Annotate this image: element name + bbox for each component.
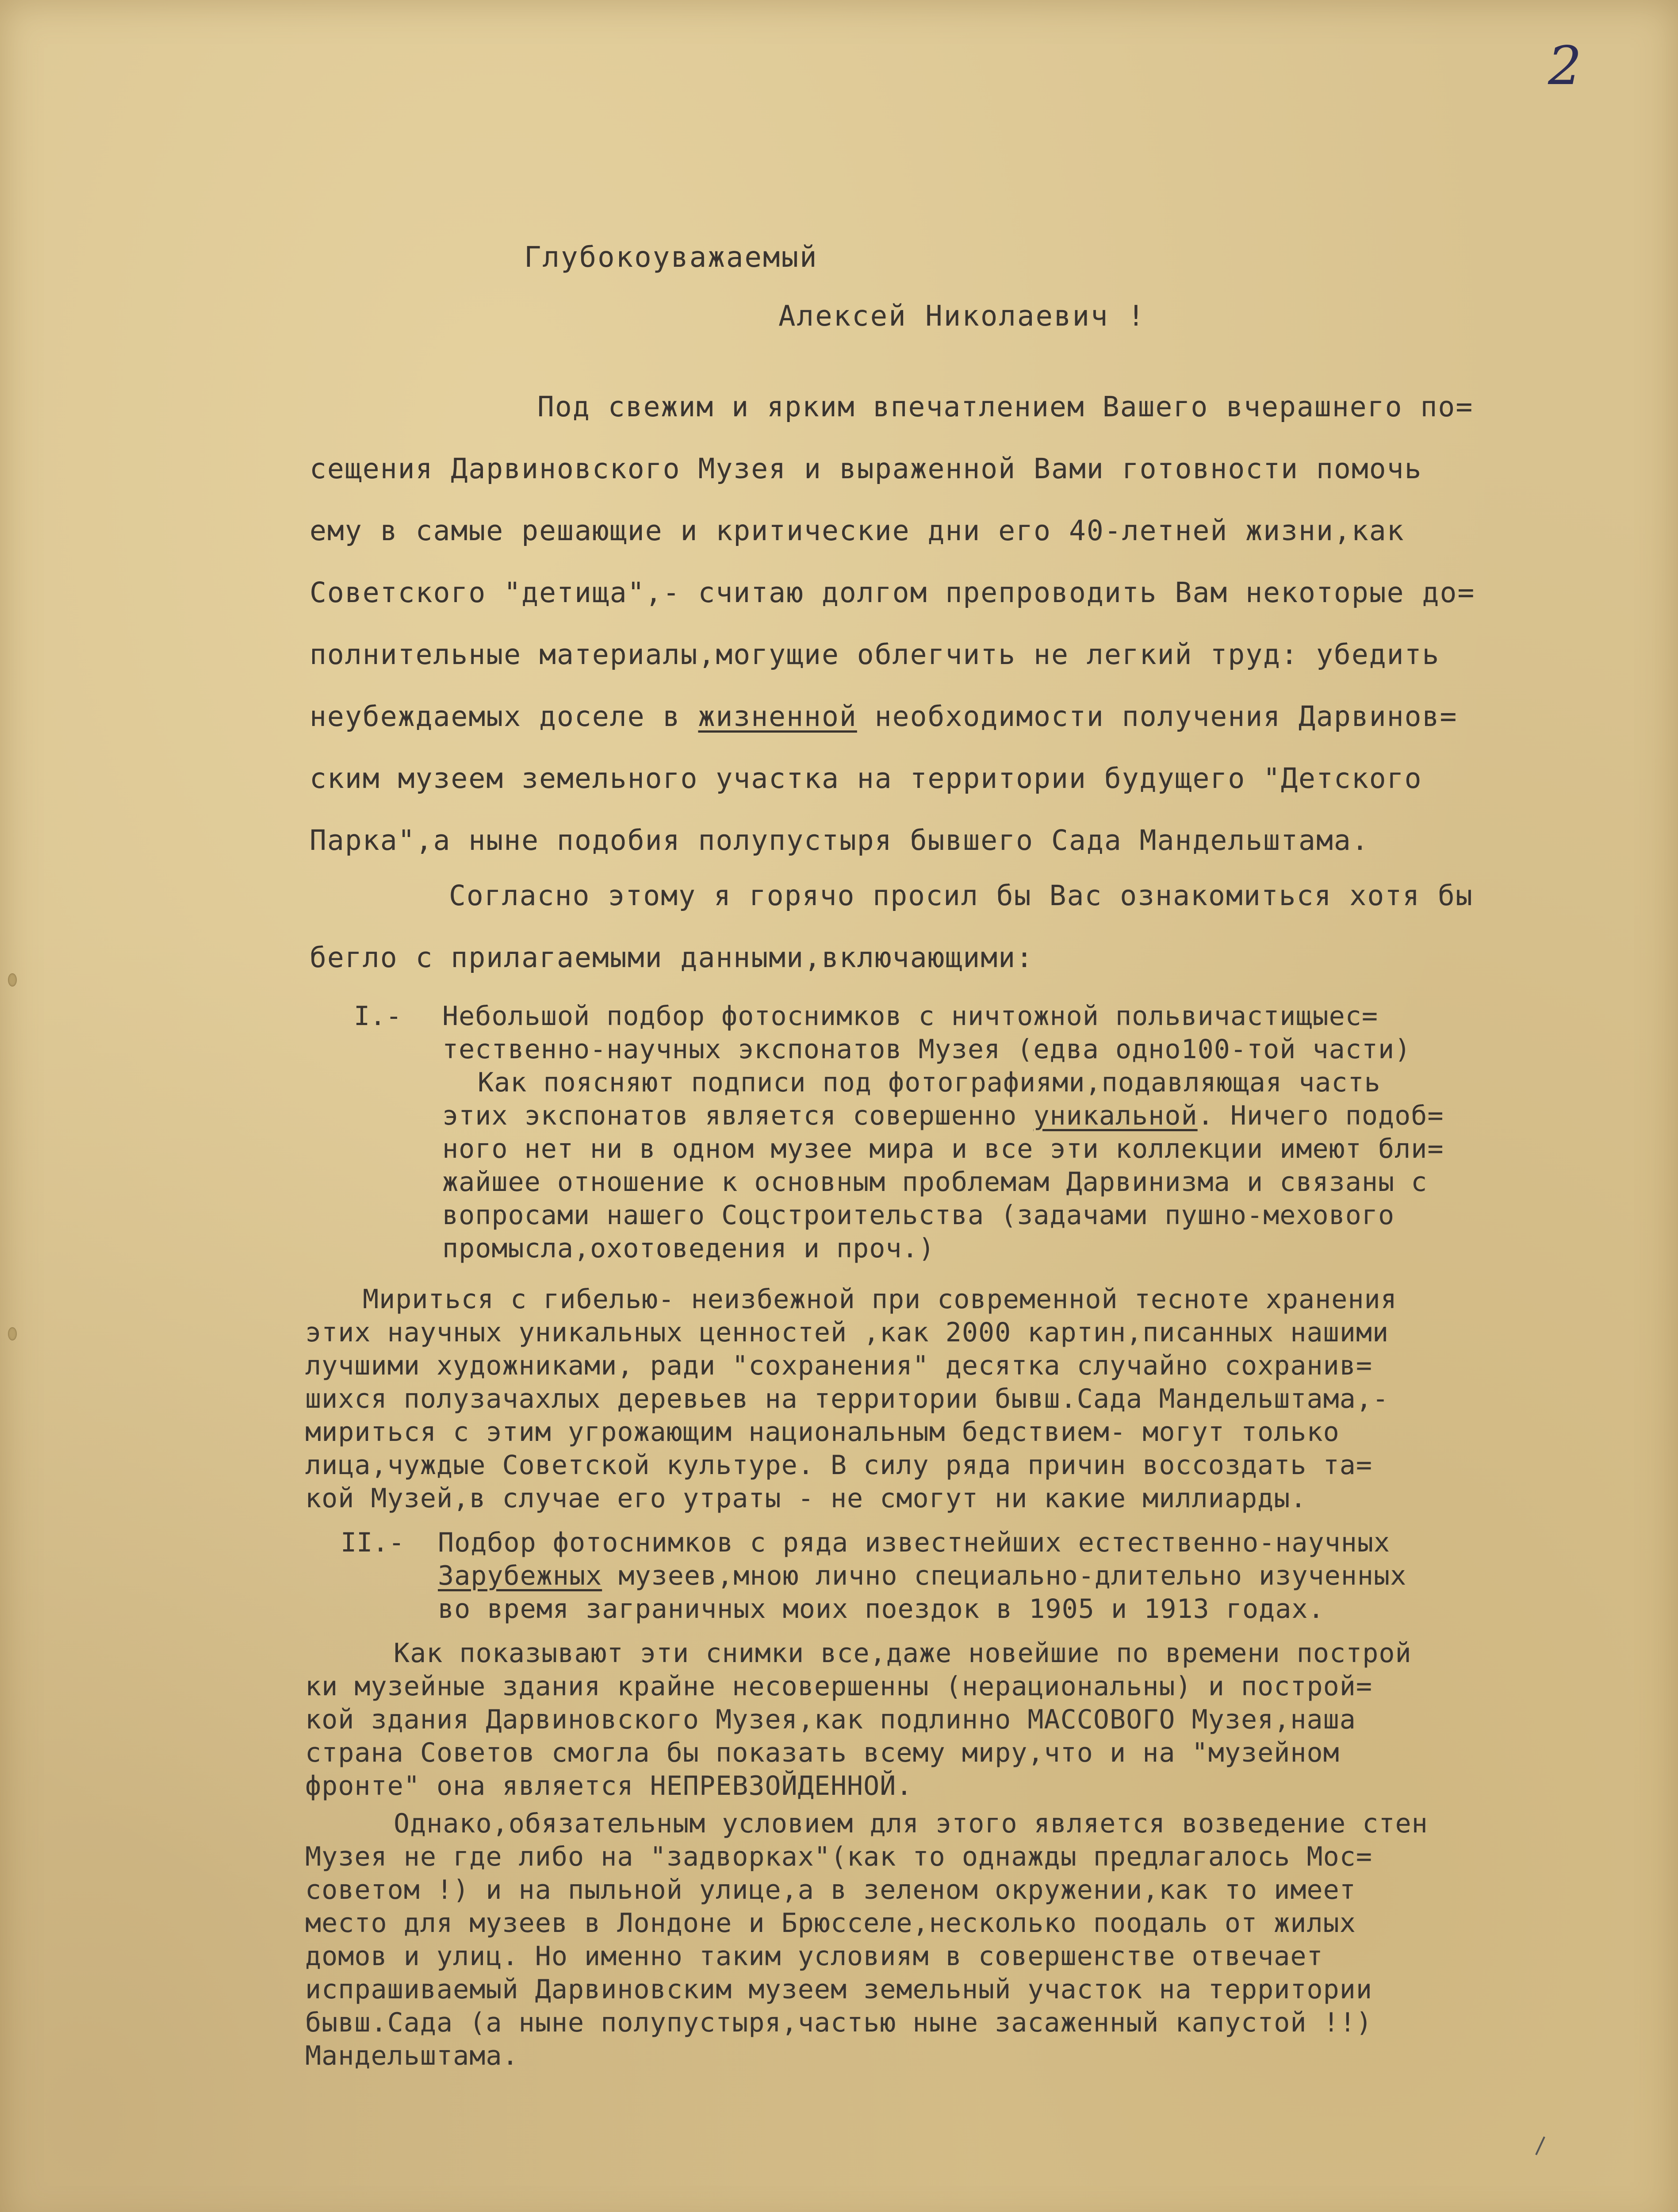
text-line: страна Советов смогла бы показать всему миру,что и на "музейном xyxy=(305,1737,1340,1768)
text-line: промысла,охотоведения и проч.) xyxy=(442,1233,935,1264)
paragraph-intro xyxy=(310,376,1475,872)
list-marker: II.- xyxy=(341,1527,405,1558)
paragraph-photos xyxy=(305,1637,1412,1803)
text-line: советом !) и на пыльной улице,а в зеленом окружении,как то имеет xyxy=(305,1874,1356,1905)
text-line: Однако,обязательным условием для этого является возведение стен xyxy=(394,1808,1428,1839)
text-line: Согласно этому я горячо просил бы Вас ознакомиться хотя бы xyxy=(449,879,1473,912)
text-line: сещения Дарвиновского Музея и выраженной Вами готовности помочь xyxy=(310,453,1422,485)
underlined-word: Зарубежных xyxy=(438,1560,602,1591)
list-item-text xyxy=(442,1000,1444,1265)
text-line: Мандельштама. xyxy=(305,2040,519,2071)
text-segment: неубеждаемых доселе в xyxy=(310,700,698,733)
text-line: лучшими художниками, ради "сохранения" десятка случайно сохранив= xyxy=(305,1350,1372,1381)
text-line: ного нет ни в одном музее мира и все эти коллекции имеют бли= xyxy=(442,1133,1444,1164)
list-marker: I.- xyxy=(354,1001,402,1032)
text-line: полнительные материалы,могущие облегчить не легкий труд: убедить xyxy=(310,638,1440,671)
text-line: Как показывают эти снимки все,даже новейшие по времени построй xyxy=(394,1638,1412,1669)
text-line: во время заграничных моих поездок в 1905 и 1913 годах. xyxy=(438,1594,1325,1624)
text-line: Как поясняют подписи под фотографиями,подавляющая часть xyxy=(478,1067,1381,1098)
text-line: бегло с прилагаемыми данными,включающими: xyxy=(310,941,1034,974)
text-line: кой Музей,в случае его утраты - не смогут ни какие миллиарды. xyxy=(305,1483,1307,1514)
text-line: этих научных уникальных ценностей ,как 2000 картин,писанных нашими xyxy=(305,1317,1389,1348)
paragraph-warning xyxy=(305,1283,1397,1515)
text-line: Музея не где либо на "задворках"(как то однажды предлагалось Мос= xyxy=(305,1841,1372,1872)
text-line: ему в самые решающие и критические дни его 40-летней жизни,как xyxy=(310,515,1405,547)
text-segment: . Ничего подоб= xyxy=(1197,1100,1444,1131)
text-line: фронте" она является НЕПРЕВЗОЙДЕННОЙ. xyxy=(305,1770,913,1801)
text-line: шихся полузачахлых деревьев на территории бывш.Сада Мандельштама,- xyxy=(305,1383,1389,1414)
text-line: Мириться с гибелью- неизбежной при современной тесноте хранения xyxy=(363,1284,1397,1315)
text-line xyxy=(438,1559,1406,1593)
text-line: ки музейные здания крайне несовершенны (нерациональны) и построй= xyxy=(305,1671,1372,1702)
text-line: Подбор фотоснимков с ряда известнейших естественно-научных xyxy=(438,1527,1391,1558)
paragraph-condition xyxy=(305,1807,1428,2073)
text-segment: музеев,мною лично специально-длительно изученных xyxy=(602,1560,1407,1591)
text-segment: этих экспонатов является совершенно xyxy=(442,1100,1034,1131)
text-line: домов и улиц. Но именно таким условиям в совершенстве отвечает xyxy=(305,1941,1323,1972)
underlined-word: жизненной xyxy=(698,700,857,733)
text-line: тественно-научных экспонатов Музея (едва одно100-той части) xyxy=(442,1034,1411,1065)
text-line: бывш.Сада (а ныне полупустыря,частью ныне засаженный капустой !!) xyxy=(305,2007,1372,2038)
text-line: Под свежим и ярким впечатлением Вашего вчерашнего по= xyxy=(537,391,1474,423)
text-line: Небольшой подбор фотоснимков с ничтожной польвичастищыес= xyxy=(442,1001,1379,1032)
text-line xyxy=(442,1099,1444,1133)
paragraph-request xyxy=(310,865,1473,989)
text-line: жайшее отношение к основным проблемам Дарвинизма и связаны с xyxy=(442,1167,1428,1198)
text-line: кой здания Дарвиновского Музея,как подлинно МАССОВОГО Музея,наша xyxy=(305,1704,1356,1735)
text-line: ским музеем земельного участка на территории будущего "Детского xyxy=(310,762,1422,795)
text-line: Советского "детища",- считаю долгом препроводить Вам некоторые до= xyxy=(310,576,1475,609)
list-item-text xyxy=(438,1526,1406,1626)
greeting-line: Глубокоуважаемый xyxy=(524,241,818,274)
text-line: Парка",а ныне подобия полупустыря бывшего Сада Мандельштама. xyxy=(310,824,1369,856)
folio-number: 2 xyxy=(1548,35,1582,97)
text-line: место для музеев в Лондоне и Брюсселе,несколько поодаль от жилых xyxy=(305,1908,1356,1939)
text-line xyxy=(310,686,1475,748)
text-line: испрашиваемый Дарвиновским музеем земельный участок на территории xyxy=(305,1974,1372,2005)
text-line: лица,чуждые Советской культуре. В силу ряда причин воссоздать та= xyxy=(305,1450,1372,1481)
addressee-line: Алексей Николаевич ! xyxy=(778,300,1146,333)
text-segment: необходимости получения Дарвинов= xyxy=(857,700,1458,733)
text-line: мириться с этим угрожающим национальным бедствием- могут только xyxy=(305,1417,1340,1448)
text-line: вопросами нашего Соцстроительства (задачами пушно-мехового xyxy=(442,1200,1395,1231)
underlined-word: уникальной xyxy=(1033,1100,1198,1131)
